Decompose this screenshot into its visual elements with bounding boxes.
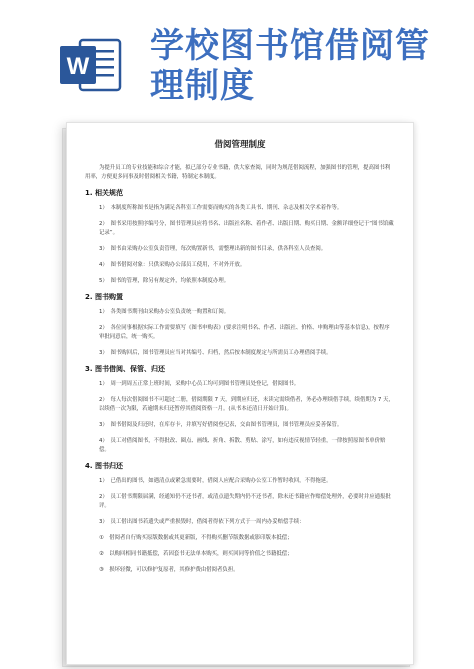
word-logo-icon — [58, 36, 122, 94]
page-title: 学校图书馆借阅管理制度 — [150, 26, 430, 106]
list-item: 3） 图书借阅及归还时，在库存卡，并填写好借阅登记表，交由图书管理员，图书管理员应妥善保管。 — [99, 422, 343, 428]
document-body — [85, 141, 395, 582]
list-item: 1） 已借出的图书，如遇清点或紧急需要时，借阅人应配合采购办公室工作暂时收回，不得拖延。 — [99, 478, 332, 484]
list-item: 2） 员工借书期限届满，经通知仍不还书者，或清点遗失期内仍不还书者，除未还书籍应作赔偿处理外，必要时并应通报批评。 — [99, 494, 391, 509]
intro-paragraph: 为提升员工的专业技能和综合才能，拟已部分专业书籍，供大家查阅，同时为规范借阅流程，加强图书的管理，提高图书利用率，方便更多同事及时借阅相关书籍，特制定本制度。 — [85, 165, 391, 180]
section-heading: 3. 图书借阅、保管、归还 — [85, 365, 165, 373]
list-item: 4） 图书借阅对象：只供采购办公部员工使用，不对外开放。 — [99, 262, 246, 268]
section-heading: 4. 图书归还 — [85, 462, 123, 470]
list-item: 3） 图书由采购办公室负责管理，每次购置新书，需整理出新的图书目录，供各科室人员查阅。 — [99, 246, 327, 252]
list-item: 3） 图书购回后，图书管理员应当对其编号、归档，然后按本制度规定与所需员工办理借阅手续。 — [99, 350, 332, 356]
list-item: 4） 员工对借阅图书，不得批改、圈点、画线、折角、拆散、剪贴、涂写，如有违反视情节轻重，一律按照原图书单价赔偿。 — [99, 438, 386, 453]
list-item: 1） 本制度所称图书是指为满足各科室工作需要而购买的各类工具书、期刊、杂志及相关学术着作等。 — [99, 205, 343, 211]
list-item: ② 以购回相同书籍抵偿，若因套书无法单本购买，则买回同等价值之书籍抵偿； — [99, 551, 293, 557]
list-item: 2） 各位同事根据实际工作需要填写《图书申购表》(要求注明书名、作者、出版社、价格、申购理由等基本信息)，按程序审批同意后，统一购买。 — [99, 325, 390, 340]
list-item: 2） 每人每次借阅图书不可超过二册，借阅期限 7 天，到期应归还，未读完需续借者，务必办理续借手续，续借期为 7 天，以续借一次为限，若逾期未归还暂停其借阅资格一月。(从书本还清日开始计算)。 — [99, 397, 394, 412]
list-item: 5） 图书的管理，除另有规定外，均依照本制度办理。 — [99, 278, 230, 284]
document-title: 借阅管理制度 — [214, 140, 266, 150]
list-item: 1） 周一到周五正常上班时间，采购中心员工均可到图书管理员处登记，借阅图书。 — [99, 381, 300, 387]
section-heading: 1. 相关规范 — [85, 189, 123, 197]
list-item: ① 借阅者自行购买原版数据或其更新版，不得购买删节版数据或影印版本抵偿； — [99, 535, 293, 541]
list-item: 1） 各类图书期刊由采购办公室负责统一购置和订阅。 — [99, 309, 230, 315]
logo-letter: W — [66, 53, 90, 80]
list-item: ③ 损坏轻微，可以修护复原者，其修护费由借阅者负担。 — [99, 567, 239, 573]
section-heading: 2. 图书购置 — [85, 293, 123, 301]
list-item: 3） 员工借出图书若遗失或严重损毁时，借阅者得依下列方式于一周内办妥赔偿手续： — [99, 519, 305, 525]
list-item: 2） 图书采用按照序编号分，图书管理员应将书名、出版社名称、着作者、出版日期、购买日期、金额详细登记于“图书馆藏记录”。 — [99, 221, 394, 236]
document-page — [66, 122, 414, 665]
